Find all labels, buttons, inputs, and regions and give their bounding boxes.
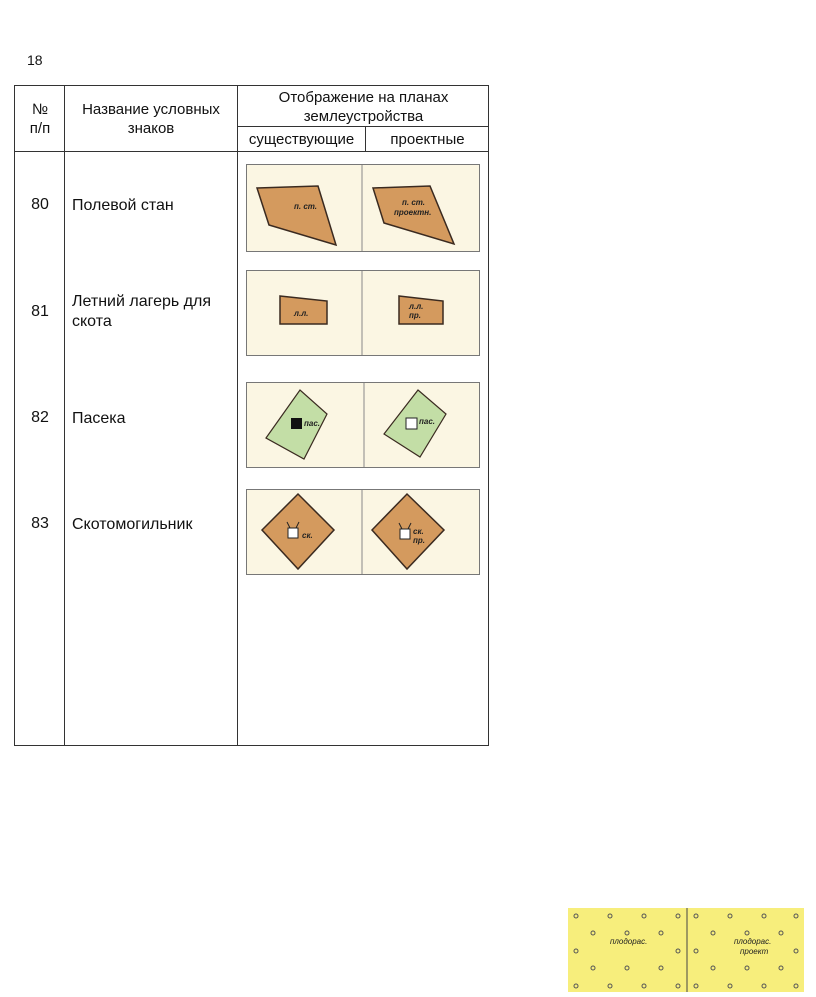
row-81-name [72,292,232,332]
label-field-camp-existing: п. ст. [294,202,318,211]
header-existing: существующие [248,131,355,148]
header-subdivider [237,126,489,127]
label-summer-camp-projected-1: л.л. [409,302,424,311]
header-bottom [14,151,489,152]
page-number: 18 [27,52,43,68]
label-field-camp-projected-1: п. ст. [402,198,426,207]
symbol-orchard-swatch [568,908,804,992]
symbol-cattle-burial-ground [246,489,480,575]
col-divider-2 [237,85,238,746]
row-83-name: Скотомогильник [72,516,193,533]
row-82-name: Пасека [72,410,126,427]
label-summer-camp-existing: л.л. [294,309,309,318]
header-projected: проектные [390,131,465,148]
label-apiary-existing: пас. [304,419,321,428]
row-81-name-line-2: скота [72,313,112,330]
row-83-num: 83 [31,515,49,532]
symbol-field-camp [246,164,480,252]
label-apiary-projected: пас. [419,417,436,426]
label-burial-existing: ск. [302,531,313,540]
header-num: № п/п [29,101,51,137]
label-burial-projected-2: пр. [413,536,425,545]
label-summer-camp-projected-2: пр. [409,311,421,320]
label-orchard-projected-1: плодорас. [734,937,772,946]
symbol-summer-cattle-camp [246,270,480,356]
label-orchard-projected-2: проект [740,947,769,956]
row-82-num: 82 [31,409,49,426]
col-divider-1 [64,85,65,746]
label-orchard-existing: плодорас. [610,937,648,946]
label-burial-projected-1: ск. [413,527,424,536]
header-name: Название условных знаков [82,101,220,137]
symbol-apiary [246,382,480,468]
row-81-name-line-1: Летний лагерь для [72,293,211,310]
header-display: Отображение на планах землеустройства [278,89,449,125]
row-81-num: 81 [31,303,49,320]
row-80-name: Полевой стан [72,197,174,214]
row-80-num: 80 [31,196,49,213]
label-field-camp-projected-2: проектн. [394,208,432,217]
